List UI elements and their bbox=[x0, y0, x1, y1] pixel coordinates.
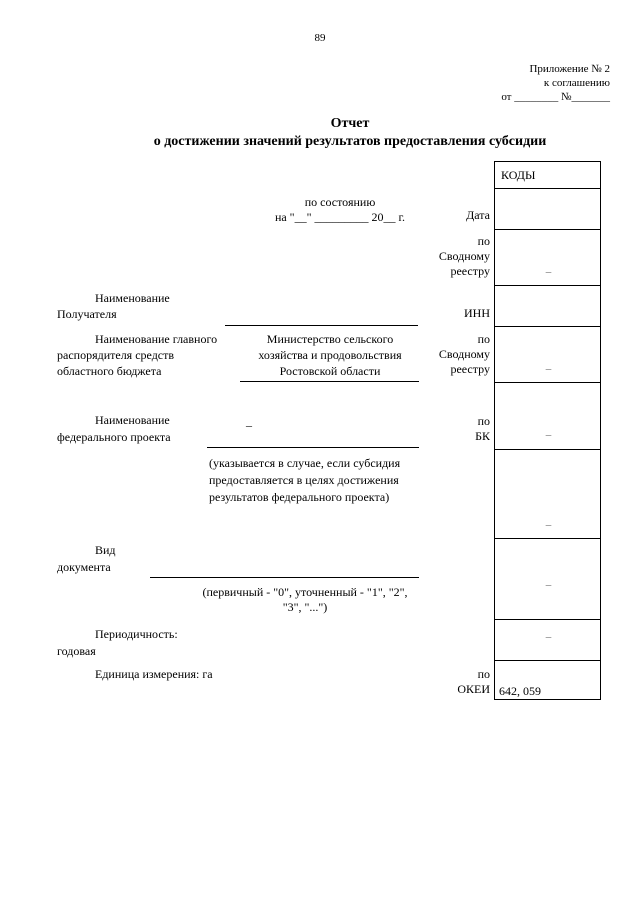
svod2-line1: по bbox=[477, 332, 490, 346]
federal-project-value: _ bbox=[246, 414, 252, 428]
doc-type-note bbox=[185, 585, 425, 615]
appendix-line3: от ________ №_______ bbox=[501, 91, 610, 103]
codes-divider bbox=[495, 382, 600, 383]
gr-manager-line3: областного бюджета bbox=[57, 364, 162, 378]
recipient-underline bbox=[225, 325, 418, 326]
federal-project-note-l1: (указывается в случае, если субсидия bbox=[209, 456, 401, 470]
gr-manager-value-l3: Ростовской области bbox=[279, 364, 381, 378]
okei-value: 642, 059 bbox=[499, 684, 541, 698]
svod1-line3: реестру bbox=[450, 264, 490, 278]
as-of-line1: по состоянию bbox=[304, 195, 376, 209]
bk-line1: по bbox=[477, 414, 490, 428]
dash-mark: _ bbox=[545, 515, 552, 527]
label-svod1 bbox=[420, 234, 490, 279]
gr-manager-value bbox=[240, 331, 420, 379]
svod1-line2: Сводному bbox=[438, 249, 490, 263]
label-inn: ИНН bbox=[464, 306, 490, 320]
gr-manager-value-l2: хозяйства и продовольствия bbox=[258, 348, 402, 362]
federal-project-underline bbox=[207, 447, 419, 448]
codes-divider bbox=[495, 538, 600, 539]
doc-type-note-l1: (первичный - "0", уточненный - "1", "2", bbox=[202, 585, 408, 599]
codes-divider bbox=[495, 229, 600, 230]
unit-label: Единица измерения: га bbox=[95, 667, 213, 681]
gr-manager-label bbox=[57, 331, 217, 379]
codes-header: КОДЫ bbox=[501, 168, 536, 182]
periodicity-line1: Периодичность: bbox=[95, 627, 178, 641]
appendix-block bbox=[410, 62, 610, 104]
federal-project-line1: Наименование bbox=[95, 413, 170, 427]
doc-type-line1: Вид bbox=[95, 543, 116, 557]
doc-type-note-l2: "3", "...") bbox=[282, 600, 328, 614]
as-of-line2: на "__" _________ 20__ г. bbox=[274, 210, 406, 224]
gr-manager-underline bbox=[240, 381, 419, 382]
appendix-line1: Приложение № 2 bbox=[529, 63, 610, 75]
dash-mark: _ bbox=[545, 262, 552, 274]
federal-project-note bbox=[209, 455, 400, 506]
codes-column bbox=[494, 161, 601, 700]
title-line1: Отчет bbox=[330, 116, 370, 131]
periodicity-line2: годовая bbox=[57, 644, 96, 658]
title-line2: о достижении значений результатов предоставления субсидии bbox=[153, 134, 547, 149]
dash-mark: _ bbox=[545, 575, 552, 587]
federal-project-line2: федерального проекта bbox=[57, 430, 171, 444]
federal-project-note-l3: результатов федерального проекта) bbox=[209, 490, 390, 504]
gr-manager-value-l1: Министерство сельского bbox=[266, 332, 394, 346]
recipient-line2: Получателя bbox=[57, 307, 117, 321]
recipient-label bbox=[57, 290, 170, 322]
appendix-line2: к соглашению bbox=[543, 77, 610, 89]
okei-line1: по bbox=[477, 667, 490, 681]
periodicity-label bbox=[57, 626, 178, 660]
okei-line2: ОКЕИ bbox=[457, 682, 490, 696]
as-of-block bbox=[250, 195, 430, 225]
label-svod2 bbox=[420, 332, 490, 377]
label-okei bbox=[420, 667, 490, 697]
codes-divider bbox=[495, 449, 600, 450]
svod2-line3: реестру bbox=[450, 362, 490, 376]
svod1-line1: по bbox=[477, 234, 490, 248]
gr-manager-line1: Наименование главного bbox=[95, 332, 218, 346]
codes-divider bbox=[495, 619, 600, 620]
dash-mark: _ bbox=[545, 627, 552, 639]
recipient-line1: Наименование bbox=[95, 291, 170, 305]
bk-line2: БК bbox=[475, 429, 490, 443]
label-date: Дата bbox=[466, 208, 490, 222]
codes-divider bbox=[495, 188, 600, 189]
codes-divider bbox=[495, 285, 600, 286]
svod2-line2: Сводному bbox=[438, 347, 490, 361]
gr-manager-line2: распорядителя средств bbox=[57, 348, 175, 362]
label-bk bbox=[420, 414, 490, 444]
page-number: 89 bbox=[314, 32, 326, 44]
dash-mark: _ bbox=[545, 425, 552, 437]
doc-type-label bbox=[57, 542, 116, 576]
doc-type-underline bbox=[150, 577, 419, 578]
doc-type-line2: документа bbox=[57, 560, 111, 574]
dash-mark: _ bbox=[545, 359, 552, 371]
report-title bbox=[40, 115, 640, 151]
federal-project-note-l2: предоставляется в целях достижения bbox=[209, 473, 399, 487]
codes-divider bbox=[495, 660, 600, 661]
federal-project-label bbox=[57, 412, 171, 446]
codes-divider bbox=[495, 326, 600, 327]
